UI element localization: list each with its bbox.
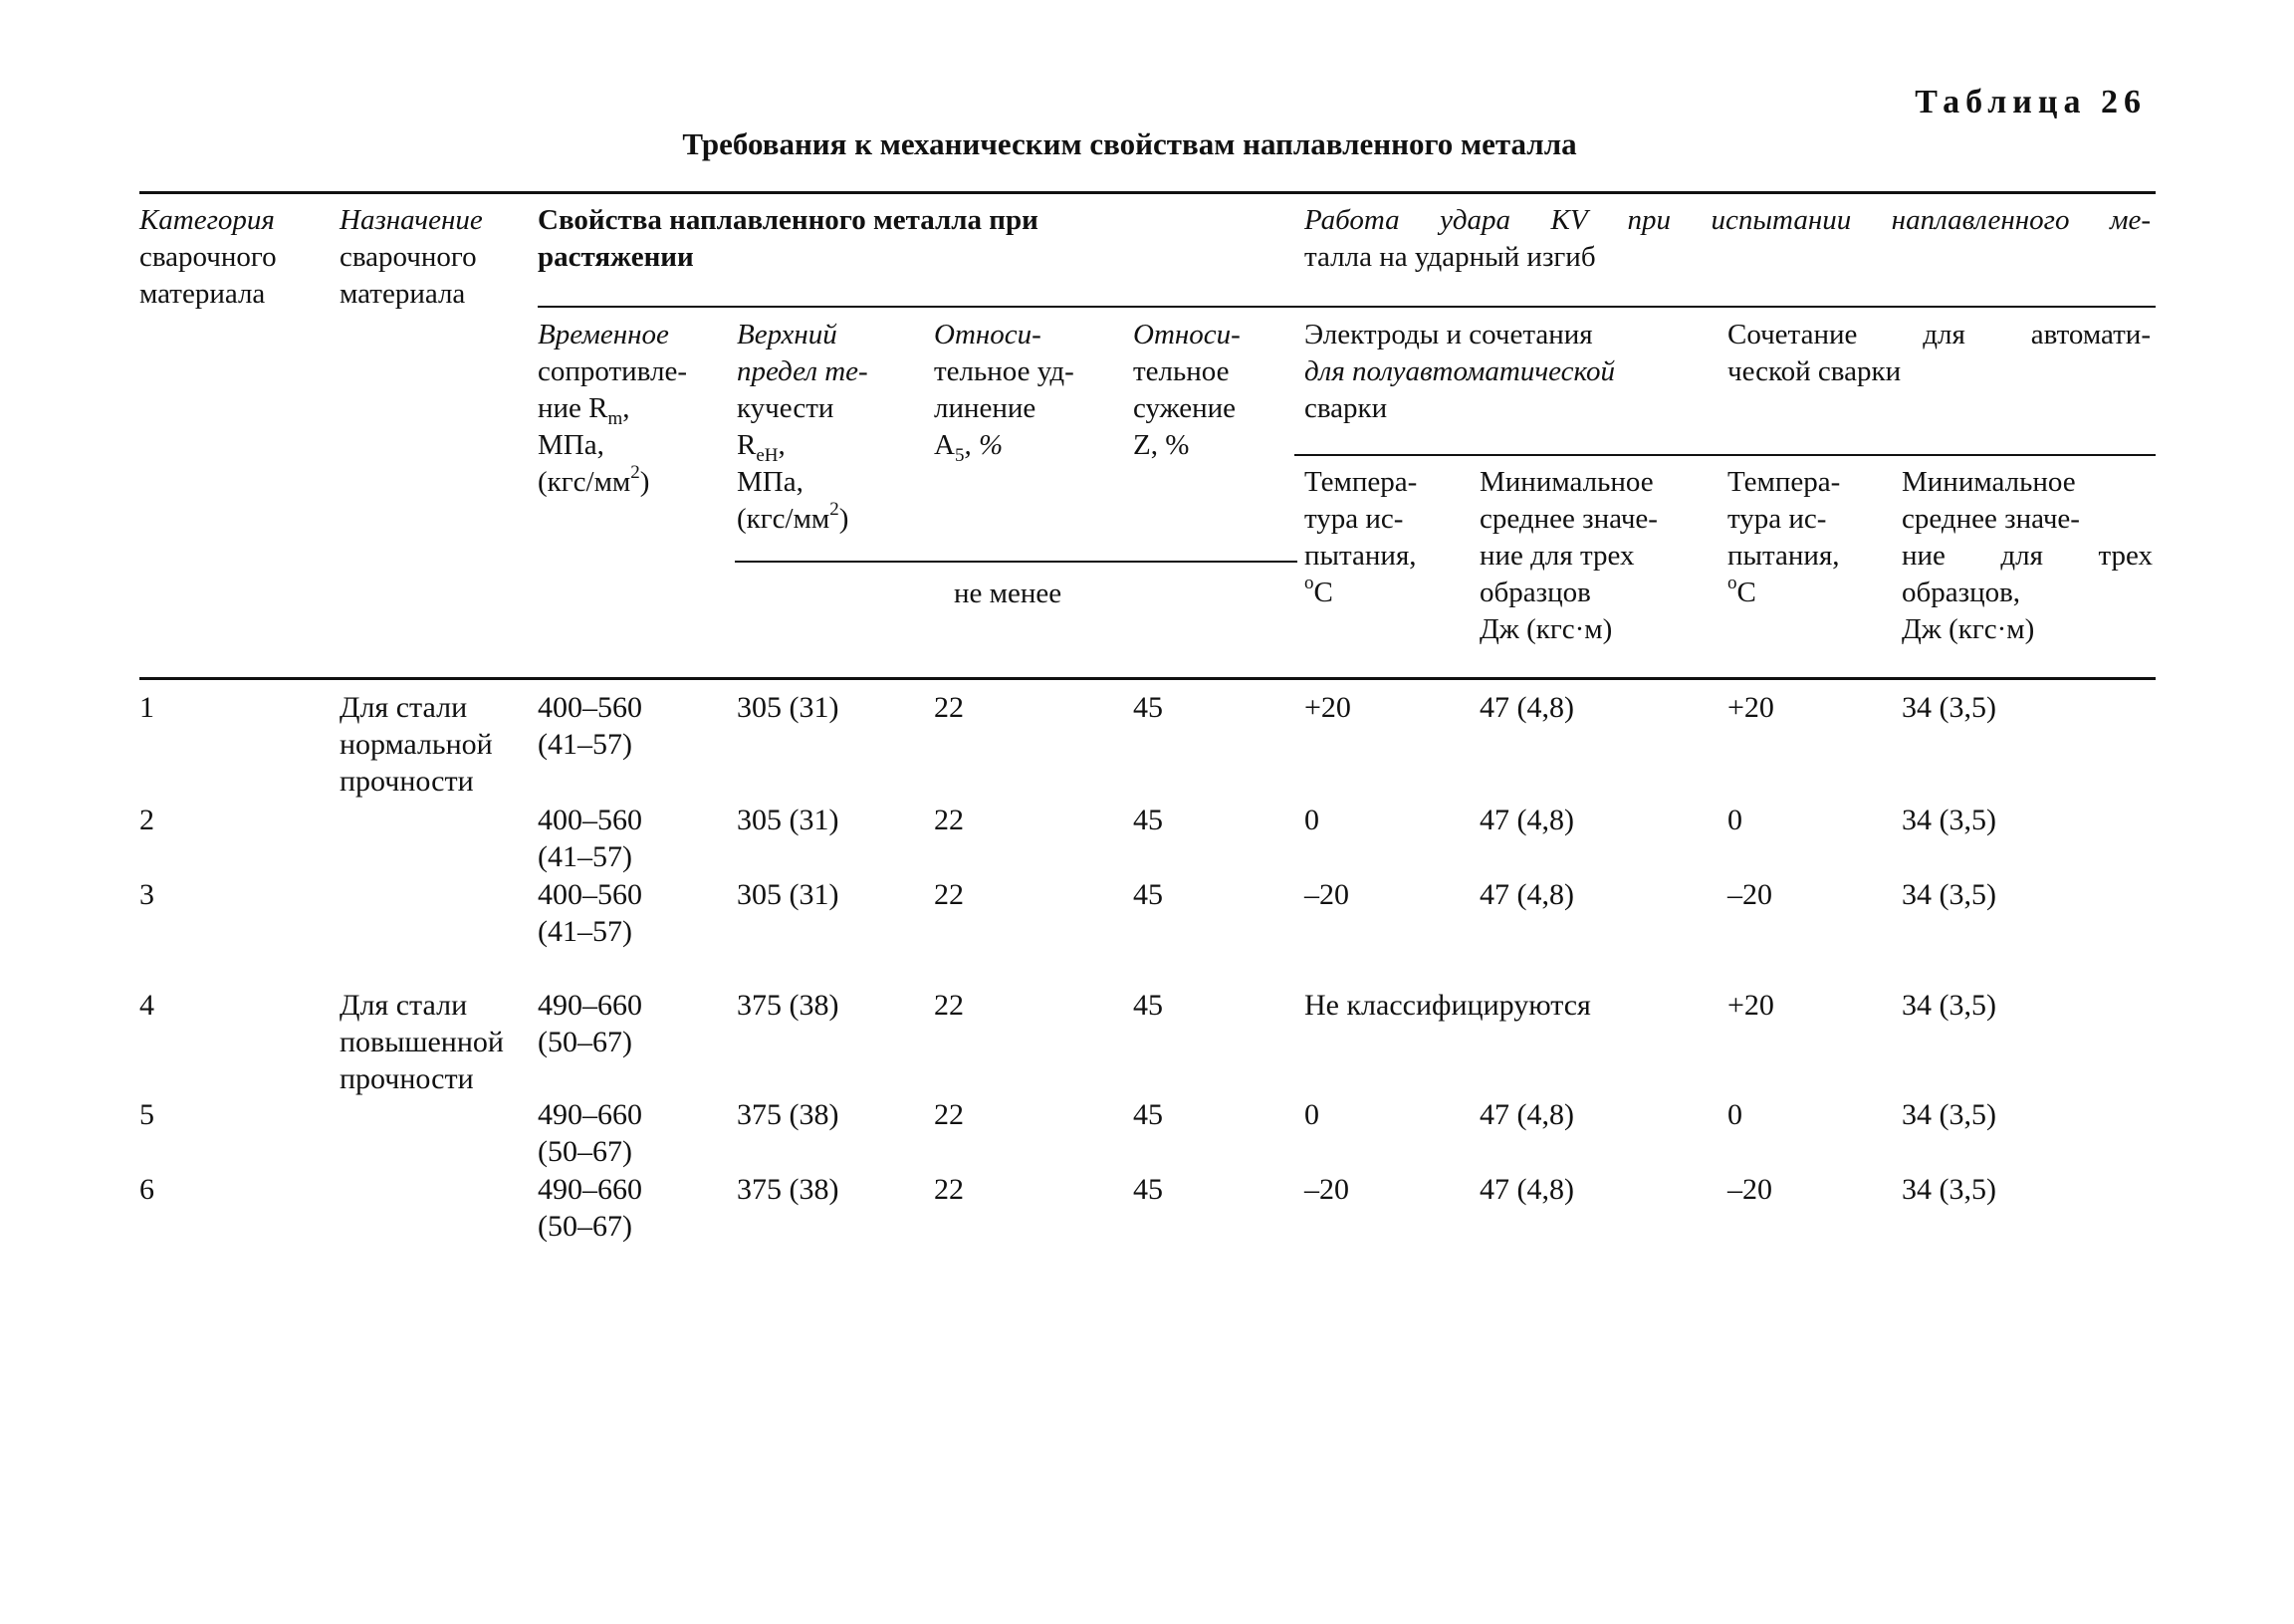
rule-under-electrodes bbox=[1294, 454, 2156, 456]
header-electrodes-group: Электроды и сочетания для полуавтоматической сварки bbox=[1304, 319, 1615, 424]
header-temp-2: Темпера- тура ис- пытания, $^o$C bbox=[1727, 466, 1841, 608]
row-5-energy-2: 34 (3,5) bbox=[1902, 1098, 1996, 1131]
header-category: Категория сварочного материала bbox=[139, 204, 277, 310]
group-normal-strength: Для стали нормальной прочности bbox=[340, 691, 493, 798]
row-2-a5: 22 bbox=[934, 804, 964, 836]
row-4-reh: 375 (38) bbox=[737, 989, 839, 1022]
row-6-z: 45 bbox=[1133, 1173, 1163, 1206]
rule-under-impact bbox=[1294, 306, 2156, 308]
header-temp-1: Темпера- тура ис- пытания, $^o$C bbox=[1304, 466, 1418, 608]
row-4-not-classified: Не классифицируются bbox=[1304, 989, 1591, 1022]
rule-under-tensile bbox=[538, 306, 1294, 308]
rule-top bbox=[139, 191, 2156, 194]
row-2-category: 2 bbox=[139, 804, 154, 836]
row-2-temp-1: 0 bbox=[1304, 804, 1319, 836]
row-4-temp-2: +20 bbox=[1727, 989, 1774, 1022]
row-2-rm: 400–560 (41–57) bbox=[538, 804, 642, 873]
row-4-category: 4 bbox=[139, 989, 154, 1022]
row-3-category: 3 bbox=[139, 878, 154, 911]
row-5-category: 5 bbox=[139, 1098, 154, 1131]
row-6-reh: 375 (38) bbox=[737, 1173, 839, 1206]
row-6-energy-2: 34 (3,5) bbox=[1902, 1173, 1996, 1206]
row-4-rm: 490–660 (50–67) bbox=[538, 989, 642, 1058]
table-title: Требования к механическим свойствам наплавленного металла bbox=[682, 126, 1577, 161]
header-impact-group: Работа удара KV при испытании наплавленного ме- талла на ударный изгиб bbox=[1304, 204, 2151, 273]
row-6-temp-2: –20 bbox=[1727, 1173, 1772, 1206]
row-1-a5: 22 bbox=[934, 691, 964, 724]
row-1-energy-2: 34 (3,5) bbox=[1902, 691, 1996, 724]
row-2-z: 45 bbox=[1133, 804, 1163, 836]
header-min-avg-1: Минимальное среднее значе- ние для трех образцов Дж (кгс·м) bbox=[1480, 466, 1658, 645]
row-3-a5: 22 bbox=[934, 878, 964, 911]
row-2-temp-2: 0 bbox=[1727, 804, 1742, 836]
table-number: Таблица 26 bbox=[1915, 84, 2147, 120]
row-5-z: 45 bbox=[1133, 1098, 1163, 1131]
row-2-energy-1: 47 (4,8) bbox=[1480, 804, 1574, 836]
row-1-rm: 400–560 (41–57) bbox=[538, 691, 642, 761]
header-purpose: Назначение сварочного материала bbox=[340, 204, 483, 310]
row-3-z: 45 bbox=[1133, 878, 1163, 911]
header-tensile-group: Свойства наплавленного металла при растяжении bbox=[538, 204, 1038, 273]
row-6-category: 6 bbox=[139, 1173, 154, 1206]
row-1-temp-1: +20 bbox=[1304, 691, 1351, 724]
header-not-less: не менее bbox=[954, 578, 1062, 609]
row-5-reh: 375 (38) bbox=[737, 1098, 839, 1131]
rule-header-bottom bbox=[139, 677, 2156, 680]
row-6-energy-1: 47 (4,8) bbox=[1480, 1173, 1574, 1206]
row-6-temp-1: –20 bbox=[1304, 1173, 1349, 1206]
row-1-energy-1: 47 (4,8) bbox=[1480, 691, 1574, 724]
row-3-energy-1: 47 (4,8) bbox=[1480, 878, 1574, 911]
group-high-strength: Для стали повышенной прочности bbox=[340, 989, 504, 1095]
row-2-reh: 305 (31) bbox=[737, 804, 839, 836]
row-3-energy-2: 34 (3,5) bbox=[1902, 878, 1996, 911]
row-5-a5: 22 bbox=[934, 1098, 964, 1131]
row-5-temp-2: 0 bbox=[1727, 1098, 1742, 1131]
row-4-energy-2: 34 (3,5) bbox=[1902, 989, 1996, 1022]
row-5-temp-1: 0 bbox=[1304, 1098, 1319, 1131]
row-1-category: 1 bbox=[139, 691, 154, 724]
row-2-energy-2: 34 (3,5) bbox=[1902, 804, 1996, 836]
rule-not-less bbox=[735, 561, 1297, 563]
row-1-reh: 305 (31) bbox=[737, 691, 839, 724]
row-1-z: 45 bbox=[1133, 691, 1163, 724]
row-3-temp-1: –20 bbox=[1304, 878, 1349, 911]
header-rm: Временное сопротивле- ние $R_m$, МПа, $(кгс/мм^2)$ bbox=[538, 319, 688, 498]
header-a5: Относи- тельное уд- линение $A_5$, % bbox=[934, 319, 1074, 466]
header-min-avg-2: Минимальное среднее значе- ние для трех образцов, Дж (кгс·м) bbox=[1902, 466, 2153, 645]
row-4-z: 45 bbox=[1133, 989, 1163, 1022]
header-reh: Верхний предел те- кучести $R_{eH}$, МПа, $(кгс/мм^2)$ bbox=[737, 319, 868, 535]
row-3-reh: 305 (31) bbox=[737, 878, 839, 911]
row-5-rm: 490–660 (50–67) bbox=[538, 1098, 642, 1168]
row-5-energy-1: 47 (4,8) bbox=[1480, 1098, 1574, 1131]
row-6-rm: 490–660 (50–67) bbox=[538, 1173, 642, 1243]
row-6-a5: 22 bbox=[934, 1173, 964, 1206]
header-z: Относи- тельное сужение Z, % bbox=[1133, 319, 1241, 461]
row-4-a5: 22 bbox=[934, 989, 964, 1022]
header-auto-group: Сочетание для автомати- ческой сварки bbox=[1727, 319, 2151, 387]
row-1-temp-2: +20 bbox=[1727, 691, 1774, 724]
row-3-temp-2: –20 bbox=[1727, 878, 1772, 911]
row-3-rm: 400–560 (41–57) bbox=[538, 878, 642, 948]
